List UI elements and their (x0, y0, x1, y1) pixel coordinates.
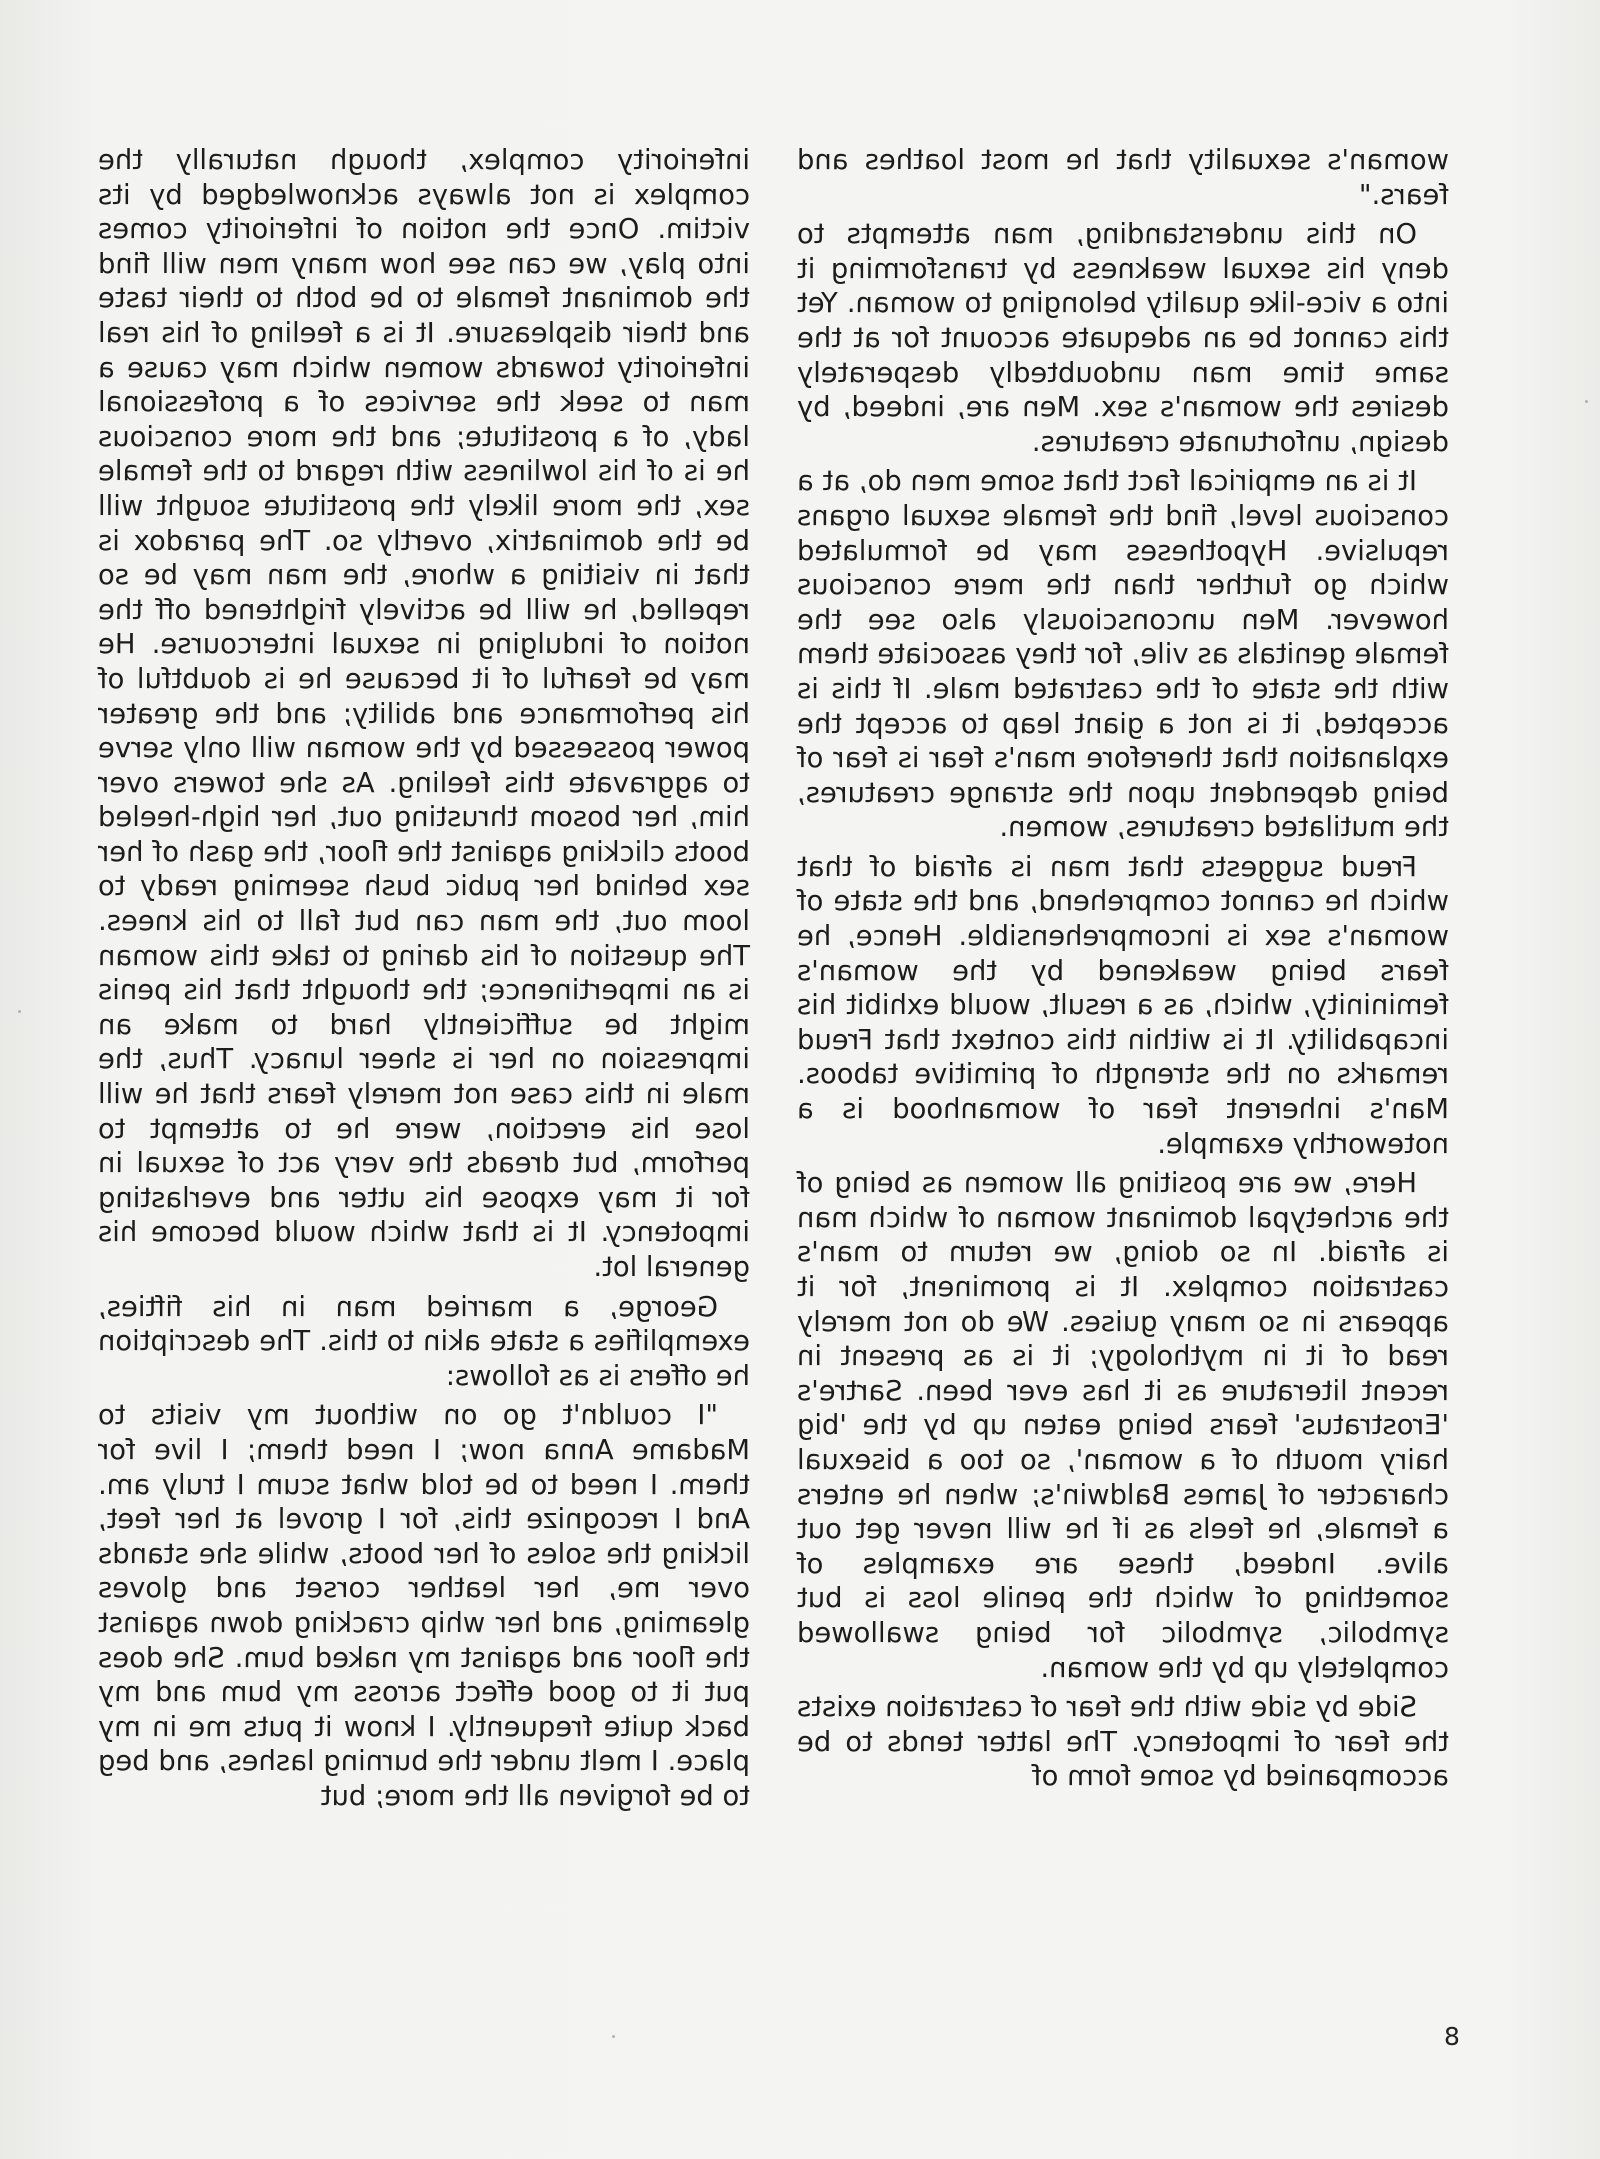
paragraph: It is an empirical fact that some men do, at a conscious level, find the female sexual organs repulsive. Hypotheses may be formulated which go further than the mere conscious however. Men unconsciously also see the female genitals as vile, for they associate them with the state of the castrated male. If this is accepted, it is not a giant leap to accept the explanation that therefore man's fear is fear of being dependent upon the strange creatures, the mutilated creatures, women. (797, 466, 1449, 844)
paragraph: "I couldn't go on without my visits to Madame Anna now; I need them; I live for them. I need to be told what scum I truly am. And I recognize this, for I grovel at her feet, licking the soles of her boots, while she stands over me, her leather corset and gloves gleaming, and her whip cracking down against the floor and against my naked bum. She does put it to good effect across my bum and my back quite frequently. I know it puts me in my place. I melt under the burning lashes, and beg to be forgiven all the more; but (98, 1400, 750, 1812)
paper-speck (1585, 400, 1588, 403)
paragraph: George, a married man in his fifties, exemplifies a state akin to this. The description he offers is as follows: (98, 1291, 750, 1392)
paragraph: On this understanding, man attempts to deny his sexual weakness by transforming it into a vice-like quality belonging to woman. Yet this cannot be an adequate account for at the same time man undoubtedly desperately desires the woman's sex. Men are, indeed, by design, unfortunate creatures. (797, 219, 1449, 458)
right-column (98, 144, 750, 1820)
paper-speck (18, 1010, 21, 1013)
paragraph: inferiority complex, though naturally the complex is not always acknowledged by its victim. Once the notion of inferiority comes into play, we can see how many men will find the dominant female to be both to their taste and their displeasure. It is a feeling of his real inferiority towards women which may cause a man to seek the services of a professional lady, of a prostitute; and the more conscious he is of his lowliness with regard to the female sex, the more likely the prostitute sought will be the dominatrix, overtly so. The paradox is that in visiting a whore, the man may be so repelled, he will be actively frightened off the notion of indulging in sexual intercourse. He may be fearful of it because he is doubtful of his performance and ability; and the greater power possessed by the woman will only serve to aggravate this feeling. As she towers over him, her bosom thrusting out, her high-heeled boots clicking against the floor, the gash of her sex behind her pubic bush seeming ready to loom out, the man can but fall to his knees. The question of his daring to take this woman is an impertinence; the thought that his penis might be sufficiently hard to make an impression on her is sheer lunacy. Thus, the male in this case not merely fears that he will lose his erection, were he to attempt to perform, but dreads the very act of sexual in for it may expose his utter and everlasting impotency. It is that which would become his general lot. (98, 145, 750, 1283)
paragraph: woman's sexuality that he most loathes and fears." (797, 145, 1449, 211)
left-column (797, 144, 1449, 1800)
paragraph: Here, we are positing all women as being of the archetypal dominant woman of which man is afraid. In so doing, we return to man's castration complex. It is prominent, for it appears in so many guises. We do not merely read of it in mythology; it is as present in recent literature as it has ever been. Sartre's 'Erostratus' fears being eaten up by the 'big hairy mouth of a woman', so too a bisexual character of James Baldwin's; when he enters a female, he feels as if he will never get out alive. Indeed, these are examples of something of which the penile loss is but symbolic, symbolic for being swallowed completely up by the woman. (797, 1168, 1449, 1684)
paragraph: Side by side with the fear of castration exists the fear of impotency. The latter tends to be accompanied by some form of (797, 1692, 1449, 1793)
paper-speck (612, 2035, 615, 2038)
page-number: 8 (1444, 2022, 1460, 2051)
paragraph: Freud suggests that man is afraid of that which he cannot comprehend, and the state of woman's sex is incomprehensible. Hence, he fears being weakened by the woman's femininity, which, as a result, would exhibit his incapability. It is within this context that Freud remarks on the strength of primitive taboos. Man's inherent fear of womanhood is a noteworthy example. (797, 851, 1449, 1160)
